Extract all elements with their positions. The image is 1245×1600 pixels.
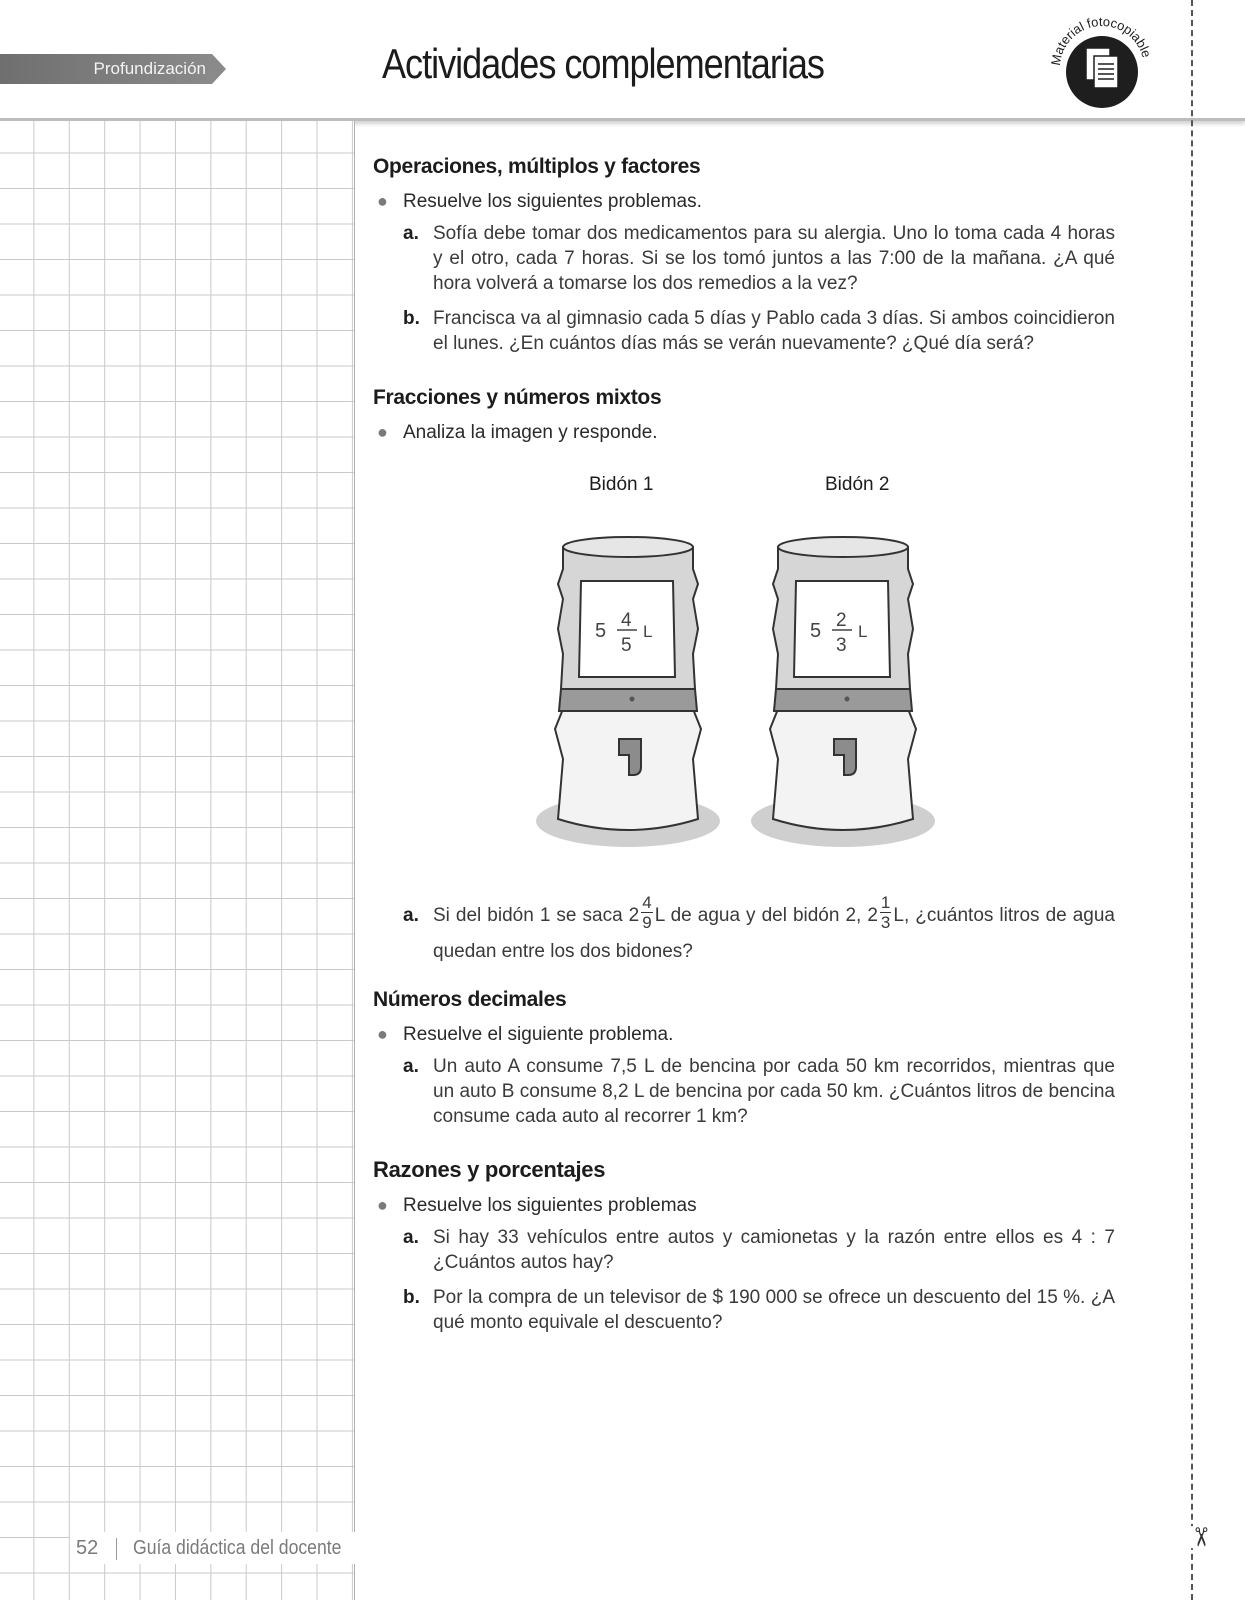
problem-item: a. Si del bidón 1 se saca 2 $\frac{4}{9}$ L de agua y del bidón 2, 2 $\frac{1}{3}$ L, ¿cuántos litros de agua quedan entre los dos bidones? [403, 893, 1115, 962]
photocopiable-badge-icon [1040, 6, 1164, 114]
instruction: ● Resuelve el siguiente problema. [377, 1024, 674, 1045]
problem-item: b. Por la compra de un televisor de $ 190 000 se ofrece un descuento del 15 %. ¿A qué monto equivale el descuento? [403, 1287, 1115, 1333]
activities-content [373, 155, 1115, 1335]
scissors-icon: ✂ [1185, 1526, 1216, 1548]
cut-line [1191, 0, 1193, 1600]
svg-text:L: L [643, 622, 653, 641]
book-title: Guía didáctica del docente [133, 1537, 342, 1559]
page-title: Actividades complementarias [382, 40, 824, 87]
bullet-icon: ● [377, 191, 388, 211]
grid-margin [0, 121, 355, 1600]
water-dispenser-1-icon [533, 529, 723, 849]
instruction: ● Resuelve los siguientes problemas. [377, 191, 702, 212]
section-heading: Operaciones, múltiplos y factores [373, 155, 701, 178]
problem-item: a. Un auto A consume 7,5 L de bencina por cada 50 km recorridos, mientras que un auto B consume 8,2 L de bencina por cada 50 km. ¿Cuántos litros de bencina consume cada auto al recorrer 1 km? [403, 1056, 1115, 1127]
svg-text:5: 5 [621, 635, 632, 656]
svg-text:L: L [858, 622, 868, 641]
svg-text:5: 5 [595, 620, 607, 642]
bullet-icon: ● [377, 1024, 388, 1044]
section-heading: Números decimales [373, 988, 567, 1011]
instruction: ● Analiza la imagen y responde. [377, 422, 658, 443]
problem-item: b. Francisca va al gimnasio cada 5 días y Pablo cada 3 días. Si ambos coincidieron el lunes. ¿En cuántos días más se verán nuevamente? ¿Qué día será? [403, 308, 1115, 354]
page-header [0, 0, 1245, 121]
section-tag: Profundización [0, 54, 212, 84]
section-heading: Razones y porcentajes [373, 1157, 606, 1182]
badge-text: Material fotocopiable [1047, 13, 1155, 67]
water-dispenser-2-icon [748, 529, 938, 849]
bidones-illustration [373, 474, 1115, 894]
instruction: ● Resuelve los siguientes problemas [377, 1195, 697, 1216]
svg-text:3: 3 [836, 635, 847, 656]
fraction: $\frac{1}{3}$ [880, 893, 891, 933]
bullet-icon: ● [377, 422, 388, 442]
svg-text:4: 4 [621, 610, 632, 631]
bidon-2-title: Bidón 2 [825, 474, 890, 495]
problem-item: a. Sofía debe tomar dos medicamentos para su alergia. Uno lo toma cada 4 horas y el otro, cada 7 horas. Si se los tomó juntos a las 7:00 de la mañana. ¿A qué hora volverá a tomarse los dos remedios a la vez? [403, 223, 1115, 294]
footer-separator [116, 1538, 117, 1560]
section-heading: Fracciones y números mixtos [373, 386, 662, 409]
fraction: $\frac{4}{9}$ [642, 893, 652, 933]
svg-text:5: 5 [810, 620, 822, 642]
page-footer [70, 1532, 376, 1564]
svg-text:2: 2 [836, 610, 847, 631]
section-tag-arrow [212, 54, 226, 84]
page-number: 52 [76, 1537, 99, 1559]
problem-item: a. Si hay 33 vehículos entre autos y camionetas y la razón entre ellos es 4 : 7 ¿Cuántos autos hay? [403, 1227, 1115, 1273]
bullet-icon: ● [377, 1195, 388, 1215]
bidon-1-title: Bidón 1 [589, 474, 654, 495]
